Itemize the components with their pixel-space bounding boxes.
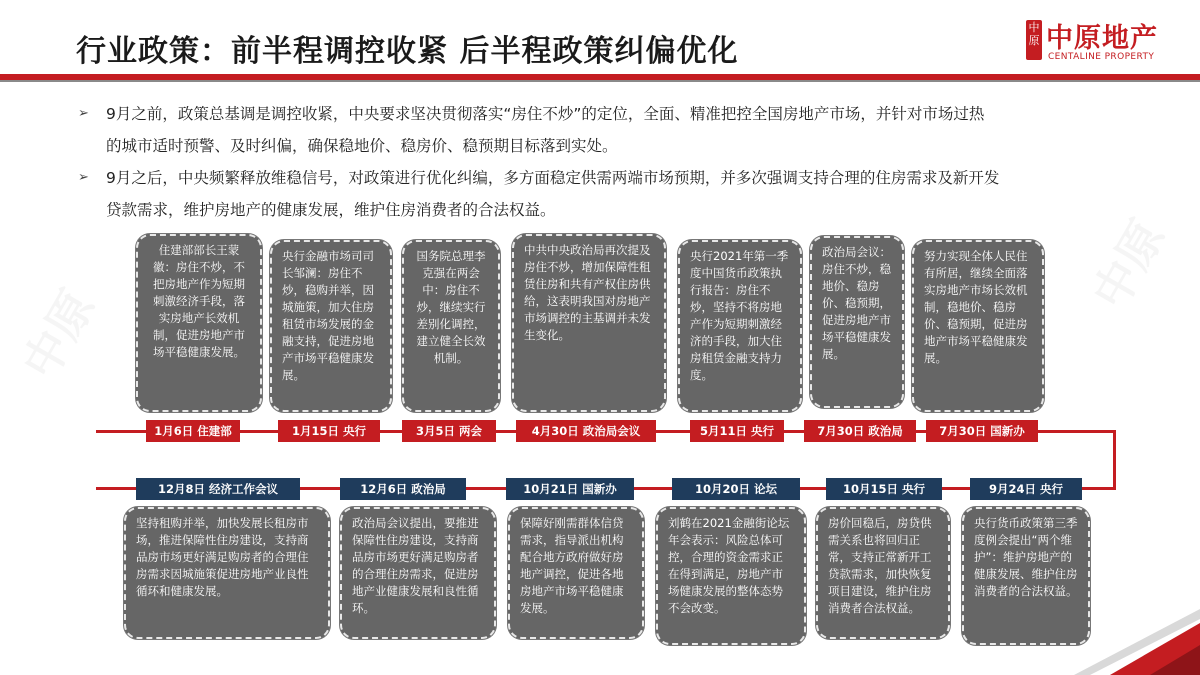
arrow-bullet-icon: ➢ bbox=[78, 106, 89, 121]
timeline-line-right bbox=[1113, 430, 1116, 490]
bullet-list bbox=[78, 98, 1138, 226]
policy-timeline bbox=[0, 230, 1200, 675]
event-card: 国务院总理李克强在两会中：房住不炒，继续实行差别化调控，建立健全长效机制。 bbox=[402, 240, 500, 412]
bullet-line: 贷款需求，维护房地产的健康发展，维护住房消费者的合法权益。 bbox=[106, 201, 556, 219]
event-card: 房价回稳后，房贷供需关系也将回归正常，支持正常新开工贷款需求，加快恢复项目建设，维护住房消费者合法权益。 bbox=[816, 507, 950, 639]
watermark: 中原 bbox=[12, 281, 105, 388]
watermark: 中原 bbox=[1082, 211, 1175, 318]
event-card: 努力实现全体人民住有所居，继续全面落实房地产市场长效机制，稳地价、稳房价、稳预期，促进房地产市场平稳健康发展。 bbox=[912, 240, 1044, 412]
event-card: 央行货币政策第三季度例会提出“两个维护”：维护房地产的健康发展、维护住房消费者的合法权益。 bbox=[962, 507, 1090, 645]
event-date-label: 1月6日 住建部 bbox=[146, 420, 240, 442]
page-title: 行业政策：前半程调控收紧 后半程政策纠偏优化 bbox=[76, 34, 739, 69]
event-card: 中共中央政治局再次提及房住不炒，增加保障性租赁住房和共有产权住房供给，这表明我国对房地产市场调控的主基调并未发生变化。 bbox=[512, 234, 666, 412]
logo-en: CENTALINE PROPERTY bbox=[1048, 52, 1155, 62]
event-card: 央行2021年第一季度中国货币政策执行报告：房住不炒，坚持不将房地产作为短期刺激经济的手段，加大住房租赁金融支持力度。 bbox=[678, 240, 802, 412]
event-date-label: 7月30日 国新办 bbox=[926, 420, 1038, 442]
event-card: 保障好刚需群体信贷需求，指导派出机构配合地方政府做好房地产调控，促进各地房地产市场平稳健康发展。 bbox=[508, 507, 644, 639]
logo-cn: 中原地产 bbox=[1046, 23, 1158, 54]
event-card: 刘鹤在2021金融街论坛年会表示：风险总体可控，合理的资金需求正在得到满足，房地产市场健康发展的整体态势不会改变。 bbox=[656, 507, 806, 645]
event-date-label: 4月30日 政治局会议 bbox=[516, 420, 656, 442]
event-card: 住建部部长王蒙徽：房住不炒，不把房地产作为短期刺激经济手段，落实房地产长效机制，促进房地产市场平稳健康发展。 bbox=[136, 234, 262, 412]
event-card: 坚持租购并举，加快发展长租房市场，推进保障性住房建设，支持商品房市场更好满足购房者的合理住房需求因城施策促进房地产业良性循环和健康发展。 bbox=[124, 507, 330, 639]
event-date-label: 7月30日 政治局 bbox=[804, 420, 916, 442]
event-date-label: 1月15日 央行 bbox=[278, 420, 380, 442]
event-date-label: 3月5日 两会 bbox=[402, 420, 496, 442]
event-date-label: 10月20日 论坛 bbox=[672, 478, 800, 500]
event-card: 政治局会议：房住不炒，稳地价、稳房价、稳预期，促进房地产市场平稳健康发展。 bbox=[810, 236, 904, 408]
event-date-label: 10月21日 国新办 bbox=[506, 478, 634, 500]
event-card: 央行金融市场司司长邹澜：房住不炒，稳购并举，因城施策，加大住房租赁市场发展的金融支持，促进房地产市场平稳健康发展。 bbox=[270, 240, 392, 412]
corner-stripes-decoration bbox=[1050, 605, 1200, 675]
bullet-line: 9月之后，中央频繁释放维稳信号，对政策进行优化纠编，多方面稳定供需两端市场预期，并多次强调支持合理的住房需求及新开发 bbox=[106, 169, 1000, 187]
bullet-line: 9月之前，政策总基调是调控收紧，中央要求坚决贯彻落实“房住不炒”的定位，全面、精准把控全国房地产市场，并针对市场过热 bbox=[106, 105, 985, 123]
logo-seal: 中原 bbox=[1026, 20, 1042, 60]
bullet-item bbox=[78, 162, 1138, 226]
event-card: 政治局会议提出，要推进保障性住房建设，支持商品房市场更好满足购房者的合理住房需求，促进房地产业健康发展和良性循环。 bbox=[340, 507, 496, 639]
event-date-label: 12月8日 经济工作会议 bbox=[136, 478, 300, 500]
event-date-label: 5月11日 央行 bbox=[690, 420, 784, 442]
event-date-label: 9月24日 央行 bbox=[970, 478, 1082, 500]
bullet-line: 的城市适时预警、及时纠偏，确保稳地价、稳房价、稳预期目标落到实处。 bbox=[106, 137, 618, 155]
centaline-logo bbox=[1026, 18, 1186, 66]
title-underline-gray bbox=[0, 80, 1200, 82]
bullet-item bbox=[78, 98, 1138, 162]
event-date-label: 10月15日 央行 bbox=[826, 478, 942, 500]
event-date-label: 12月6日 政治局 bbox=[340, 478, 466, 500]
arrow-bullet-icon: ➢ bbox=[78, 170, 89, 185]
